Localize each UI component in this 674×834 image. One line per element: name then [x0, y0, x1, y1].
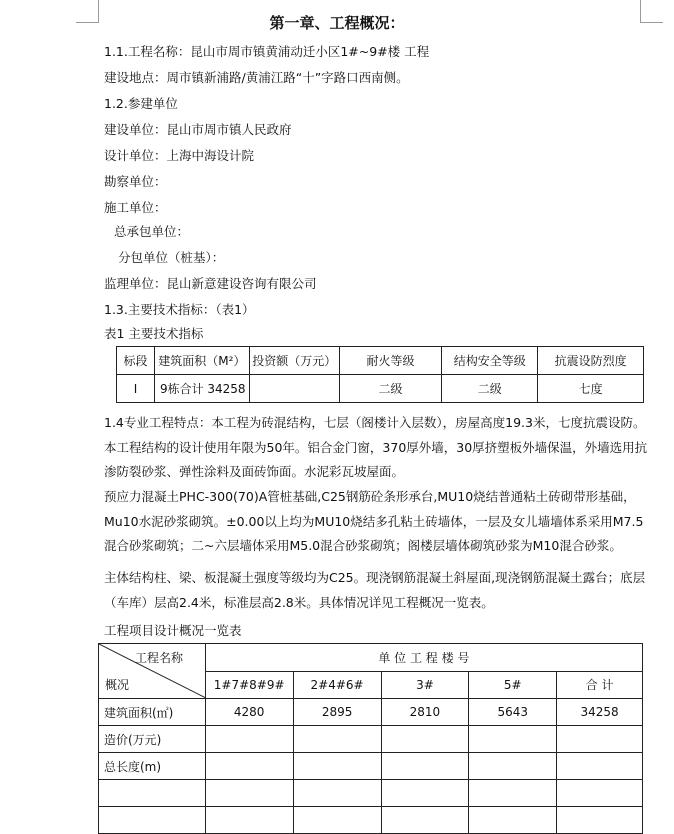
table2-corner-cell	[99, 644, 206, 699]
location-line: 建设地点：周市镇新浦路/黄浦江路“十”字路口西南侧。	[104, 70, 409, 85]
table2-cell	[557, 780, 643, 807]
table-row	[99, 699, 643, 726]
table1-caption: 表1 主要技术指标	[104, 326, 204, 341]
table2-cell	[205, 753, 293, 780]
table2-cell	[205, 807, 293, 834]
tech-indicator-table	[116, 346, 644, 403]
table-row	[99, 780, 643, 807]
table1-header-cell: 结构安全等级	[442, 347, 538, 375]
table2-cell	[205, 726, 293, 753]
column-header-cell: 2#4#6#	[293, 671, 381, 699]
corner-bottom-label: 概况	[105, 678, 130, 692]
structure-paragraph: 主体结构柱、梁、板混凝土强度等级均为C25。现浇钢筋混凝土斜屋面,现浇钢筋混凝土露台；底层（车库）层高2.4米，标准层高2.8米。具体情况详见工程概况一览表。	[104, 570, 646, 610]
table2-cell: 2810	[381, 699, 469, 726]
table-row	[99, 753, 643, 780]
table2-cell	[381, 753, 469, 780]
corner-top-label: 工程名称	[135, 651, 184, 665]
table2-cell	[293, 780, 381, 807]
row-label-cell	[99, 807, 206, 834]
table2-cell	[381, 780, 469, 807]
row-label-cell	[99, 780, 206, 807]
table-row	[99, 726, 643, 753]
row-label-cell: 造价(万元)	[99, 726, 206, 753]
builder-line: 建设单位：昆山市周市镇人民政府	[104, 122, 292, 137]
table1-cell: 七度	[538, 375, 644, 403]
table1-cell: 二级	[442, 375, 538, 403]
table2-cell	[381, 726, 469, 753]
chapter-title: 第一章、工程概况：	[269, 14, 405, 32]
table2-cell: 5643	[469, 699, 557, 726]
table1-cell: 二级	[339, 375, 442, 403]
features-paragraph: 1.4专业工程特点：本工程为砖混结构，七层（阁楼计入层数），房屋高度19.3米，七度抗震设防。本工程结构的设计使用年限为50年。铝合金门窗，370厚外墙，30厚挤塑板外墙保温，外墙选用抗渗防裂砂浆、弹性涂料及面砖饰面。水泥彩瓦坡屋面。	[104, 415, 648, 480]
participants-heading: 1.2.参建单位	[104, 96, 178, 111]
table2-cell: 4280	[205, 699, 293, 726]
subcontractor-line: 分包单位（桩基）：	[118, 250, 225, 265]
group-header-cell: 单 位 工 程 楼 号	[205, 644, 642, 672]
table1-header-cell: 标段	[117, 347, 155, 375]
column-header-cell: 5#	[469, 671, 557, 699]
table2-cell	[469, 807, 557, 834]
table-row	[99, 807, 643, 834]
table2-cell	[469, 780, 557, 807]
tech-heading: 1.3.主要技术指标：（表1）	[104, 302, 255, 317]
table1-cell: 9栋合计 34258	[154, 375, 249, 403]
designer-line: 设计单位：上海中海设计院	[104, 148, 255, 163]
table1-header-cell: 抗震设防烈度	[538, 347, 644, 375]
table2-cell: 2895	[293, 699, 381, 726]
table2-cell	[469, 753, 557, 780]
table1-header-cell: 建筑面积（M²）	[154, 347, 249, 375]
table2-cell: 34258	[557, 699, 643, 726]
table-row	[99, 644, 643, 672]
table2-cell	[293, 807, 381, 834]
table2-cell	[557, 807, 643, 834]
table1-header-cell: 投资额（万元）	[249, 347, 339, 375]
row-label-cell: 总长度(m)	[99, 753, 206, 780]
table1-cell	[249, 375, 339, 403]
column-header-cell: 合 计	[557, 671, 643, 699]
general-contractor-line: 总承包单位：	[114, 224, 190, 239]
column-header-cell: 1#7#8#9#	[205, 671, 293, 699]
table2-cell	[293, 726, 381, 753]
table1-header-cell: 耐火等级	[339, 347, 442, 375]
table1-cell: I	[117, 375, 155, 403]
table2-cell	[469, 726, 557, 753]
table-row	[117, 347, 644, 375]
column-header-cell: 3#	[381, 671, 469, 699]
foundation-paragraph: 预应力混凝土PHC-300(70)A管桩基础,C25钢筋砼条形承台,MU10烧结普通粘土砖砌带形基础，Mu10水泥砂浆砌筑。±0.00以上均为MU10烧结多孔粘土砖墙体，一层及女儿墙墙体系采用M7.5混合砂浆砌筑；二~六层墙体采用M5.0混合砂浆砌筑；阁楼层墙体砌筑砂浆为M10混合砂浆。	[104, 489, 644, 554]
row-label-cell: 建筑面积(㎡)	[99, 699, 206, 726]
table2-cell	[205, 780, 293, 807]
supervisor-line: 监理单位：昆山新意建设咨询有限公司	[104, 276, 317, 291]
surveyor-line: 勘察单位：	[104, 174, 167, 189]
table2-cell	[293, 753, 381, 780]
table2-cell	[381, 807, 469, 834]
table-row	[117, 375, 644, 403]
table2-cell	[557, 726, 643, 753]
project-name-line: 1.1.工程名称：昆山市周市镇黄浦动迁小区1#~9#楼 工程	[104, 44, 430, 59]
table2-caption: 工程项目设计概况一览表	[104, 623, 242, 638]
constructor-line: 施工单位：	[104, 200, 167, 215]
design-overview-table	[98, 643, 643, 834]
table2-cell	[557, 753, 643, 780]
